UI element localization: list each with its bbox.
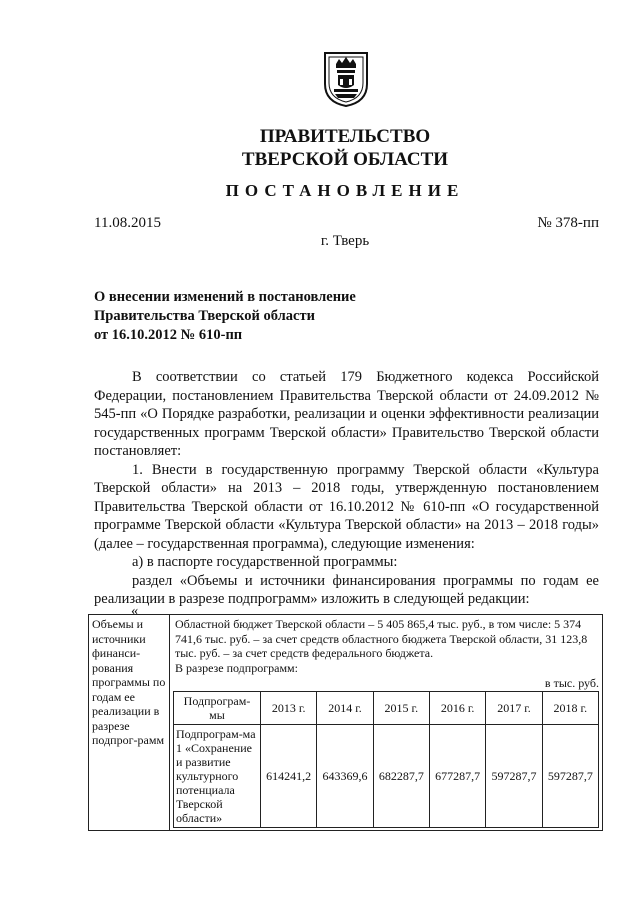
column-header: 2015 г.	[373, 691, 429, 724]
org-name-line1: ПРАВИТЕЛЬСТВО	[259, 126, 431, 147]
financing-table	[88, 614, 603, 831]
table-intro: Областной бюджет Тверской области – 5 405 865,4 тыс. руб., в том числе: 5 374 741,6 тыс. руб. – за счет средств областного бюджета Тверской области, 31 123,8 тыс. руб. – за счет средств федерального бюджета.	[175, 617, 588, 660]
document-type: ПОСТАНОВЛЕНИЕ	[225, 181, 465, 200]
column-header: 2016 г.	[429, 691, 485, 724]
column-header: 2018 г.	[542, 691, 598, 724]
table-content-cell	[170, 615, 603, 831]
document-subject	[94, 288, 454, 345]
body-paragraph: раздел «Объемы и источники финансирования программы по годам ее реализации в разрезе подпрограмм» изложить в следующей редакции:	[94, 572, 599, 607]
subject-line1: О внесении изменений в постановление	[94, 289, 356, 305]
table-cell: 682287,7	[373, 724, 429, 827]
column-header: 2014 г.	[317, 691, 373, 724]
coat-of-arms-icon	[322, 50, 370, 108]
table-left-label: Объемы и источники финанси-рования программы по годам ее реализации в разрезе подпрог-рамм	[89, 615, 170, 831]
subprogram-name: Подпрограм-ма 1 «Сохранение и развитие культурного потенциала Тверской области»	[174, 724, 261, 827]
org-name-line2: ТВЕРСКОЙ ОБЛАСТИ	[241, 149, 449, 170]
document-body	[94, 368, 599, 609]
table-cell: 597287,7	[542, 724, 598, 827]
column-header: 2013 г.	[261, 691, 317, 724]
column-header: Подпрограм-мы	[174, 691, 261, 724]
table-unit: в тыс. руб.	[544, 676, 599, 690]
document-number: № 378-пп	[537, 215, 599, 231]
subprogram-table	[173, 691, 599, 828]
table-cell: 677287,7	[429, 724, 485, 827]
subject-line3: от 16.10.2012 № 610-пп	[94, 327, 243, 343]
table-intro-subprograms: В разрезе подпрограмм:	[175, 660, 298, 675]
body-paragraph: а) в паспорте государственной программы:	[132, 554, 398, 570]
document-date: 11.08.2015	[94, 215, 161, 231]
column-header: 2017 г.	[486, 691, 542, 724]
table-cell: 643369,6	[317, 724, 373, 827]
table-header-row	[174, 691, 599, 724]
document-city: г. Тверь	[320, 233, 370, 249]
opening-quote: «	[131, 603, 139, 619]
body-paragraph: 1. Внести в государственную программу Тверской области «Культура Тверской области» на 2013 – 2018 годы, утвержденную постановлением Правительства Тверской области от 16.10.2012 № 610-пп «О государственной программе Тверской области «Культура Тверской области» на 2013 – 2018 годы» (далее – государственная программа), следующие изменения:	[94, 461, 599, 552]
table-cell: 597287,7	[486, 724, 542, 827]
table-cell: 614241,2	[261, 724, 317, 827]
subject-line2: Правительства Тверской области	[94, 308, 315, 324]
table-row	[174, 724, 599, 827]
body-paragraph: В соответствии со статьей 179 Бюджетного кодекса Российской Федерации, постановлением Правительства Тверской области от 24.09.2012 № 545-пп «О Порядке разработки, реализации и оценки эффективности реализации государственных программ Тверской области» Правительство Тверской области постановляет:	[94, 369, 599, 459]
